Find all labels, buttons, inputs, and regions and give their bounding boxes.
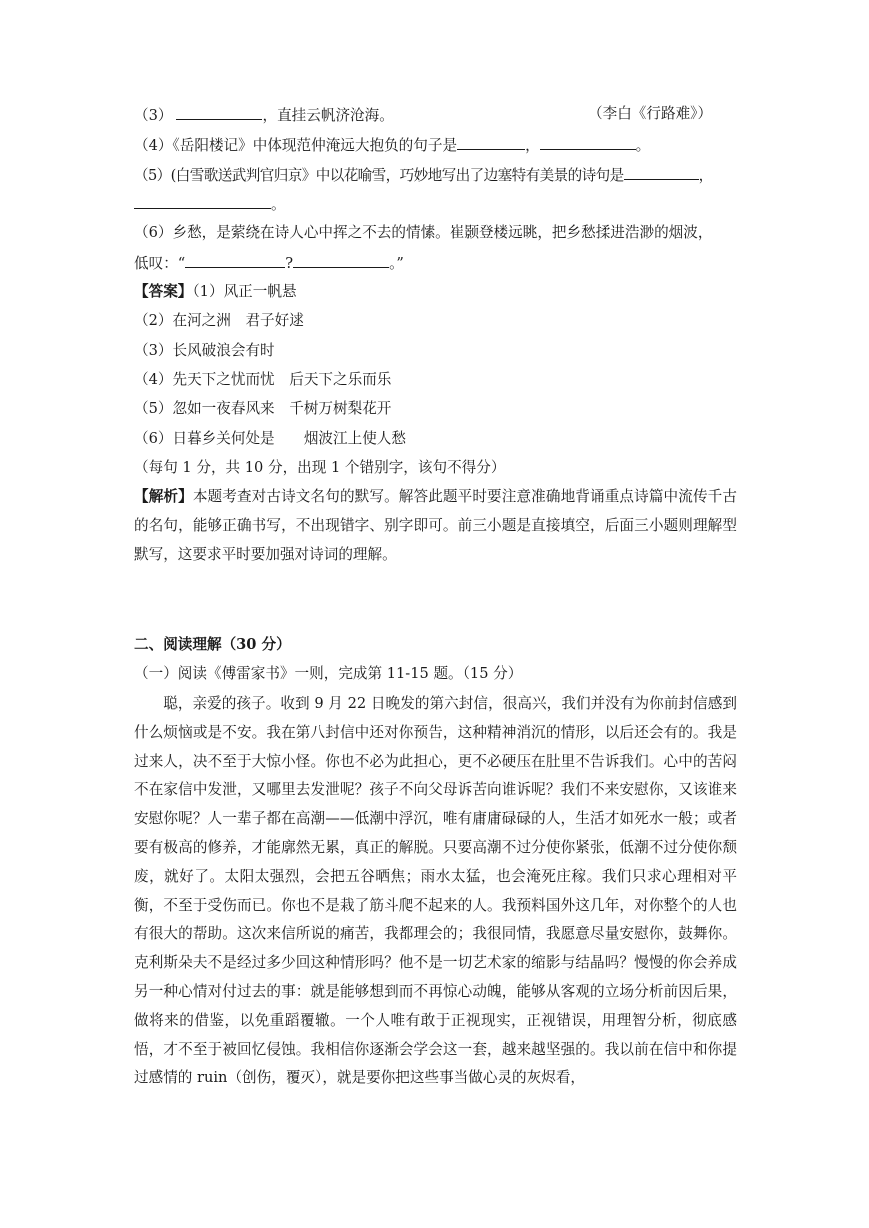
- separator: ，: [525, 137, 540, 154]
- answer-item: （3）长风破浪会有时: [134, 342, 275, 359]
- question-text: 低叹：“: [134, 255, 186, 272]
- answer-line-4: [134, 370, 391, 390]
- answer-line-3: [134, 341, 275, 361]
- answer-line-5: [134, 399, 391, 419]
- answer-blank[interactable]: [134, 193, 271, 209]
- scoring-text: （每句 1 分，共 10 分，出现 1 个错别字，该句不得分）: [134, 459, 506, 476]
- answer-blank[interactable]: [185, 252, 285, 268]
- question-5: [134, 164, 713, 184]
- question-6-cont: [134, 252, 404, 272]
- passage-text: 聪，亲爱的孩子。收到 9 月 22 日晚发的第六封信，很高兴，我们并没有为你前封信感到什么烦恼或是不安。我在第八封信中还对你预告，这种精神消沉的情形，以后还会有的。我是过来人，决不至于大惊小怪。你也不必为此担心，更不必硬压在肚里不告诉我们。心中的苦闷不在家信中发泄，又哪里去发泄呢？孩子不向父母诉苦向谁诉呢？我们不来安慰你，又该谁来安慰你呢？人一辈子都在高潮——低潮中浮沉，唯有庸庸碌碌的人，生活才如死水一般；或者要有极高的修养，才能廓然无累，真正的解脱。只要高潮不过分使你紧张，低潮不过分使你颓废，就好了。太阳太强烈，会把五谷晒焦；雨水太猛，也会淹死庄稼。我们只求心理相对平衡，不至于受伤而已。你也不是栽了筋斗爬不起来的人。我预料国外这几年，对你整个的人也有很大的帮助。这次来信所说的痛苦，我都理会的；我很同情，我愿意尽量安慰你，鼓舞你。克利斯朵夫不是经过多少回这种情形吗？他不是一切艺术家的缩影与结晶吗？慢慢的你会养成另一种心情对付过去的事：就是能够想到而不再惊心动魄，能够从客观的立场分析前因后果，做将来的借鉴，以免重蹈覆辙。一个人唯有敢于正视现实，正视错误，用理智分析，彻底感悟，才不至于被回忆侵蚀。我相信你逐渐会学会这一套，越来越坚强的。我以前在信中和你提过感情的 ruin（创伤，覆灭），就是要你把这些事当做心灵的灰烬看，: [134, 695, 737, 1087]
- subsection-title: （一）阅读《傅雷家书》一则，完成第 11-15 题。（15 分）: [134, 665, 523, 682]
- question-text: （5）(白雪歌送武判官归京》中以花喻雪，巧妙地写出了边塞特有美景的诗句是: [134, 167, 624, 184]
- source-note: （李白《行路难》）: [588, 105, 713, 122]
- answer-line-2: [134, 311, 304, 331]
- question-text: （6）乡愁，是萦绕在诗人心中挥之不去的情愫。崔颢登楼远眺，把乡愁揉进浩渺的烟波，: [134, 224, 713, 241]
- question-4: [134, 134, 650, 154]
- question-text: （4）《岳阳楼记》中体现范仲淹远大抱负的句子是: [134, 137, 458, 154]
- question-5-cont: [134, 193, 286, 213]
- period: 。: [635, 137, 651, 154]
- separator: ，: [698, 167, 713, 184]
- question-mark: ?: [285, 255, 294, 272]
- answer-item: （2）在河之洲 君子好逑: [134, 312, 304, 329]
- answer-label: 【答案】: [134, 283, 193, 300]
- analysis-label: 【解析】: [134, 488, 193, 505]
- answer-item: （4）先天下之忧而忧 后天下之乐而乐: [134, 371, 392, 388]
- analysis-text: 本题考查对古诗文名句的默写。解答此题平时要注意准确地背诵重点诗篇中流传千古的名句，能够正确书写，不出现错字、别字即可。前三小题是直接填空，后面三小题则理解型默写，这要求平时要加强对诗词的理解。: [134, 488, 737, 563]
- answer-item: （5）忽如一夜春风来 千树万树梨花开: [134, 400, 392, 417]
- answer-item: （1）风正一帆悬: [192, 283, 297, 300]
- question-text: ，直挂云帆济沧海。: [262, 107, 394, 124]
- subsection-heading: [134, 664, 522, 684]
- question-number: （3）: [134, 107, 173, 124]
- answer-item: （6）日暮乡关何处是 烟波江上使人愁: [134, 430, 406, 447]
- section-heading: [134, 635, 291, 655]
- answer-blank[interactable]: [457, 134, 525, 150]
- period: 。”: [389, 255, 404, 272]
- question-3: [134, 104, 394, 124]
- question-6: [134, 223, 712, 243]
- answer-blank[interactable]: [624, 164, 699, 180]
- answer-line-6: [134, 429, 406, 449]
- period: 。: [271, 196, 286, 213]
- scoring-note: [134, 458, 505, 478]
- analysis-paragraph: [134, 483, 737, 569]
- answer-blank[interactable]: [176, 104, 262, 120]
- answer-blank[interactable]: [293, 252, 389, 268]
- answer-blank[interactable]: [540, 134, 636, 150]
- answer-line-1: [134, 282, 297, 302]
- passage: [134, 690, 737, 1093]
- section-title: 二、阅读理解（30 分）: [134, 636, 291, 653]
